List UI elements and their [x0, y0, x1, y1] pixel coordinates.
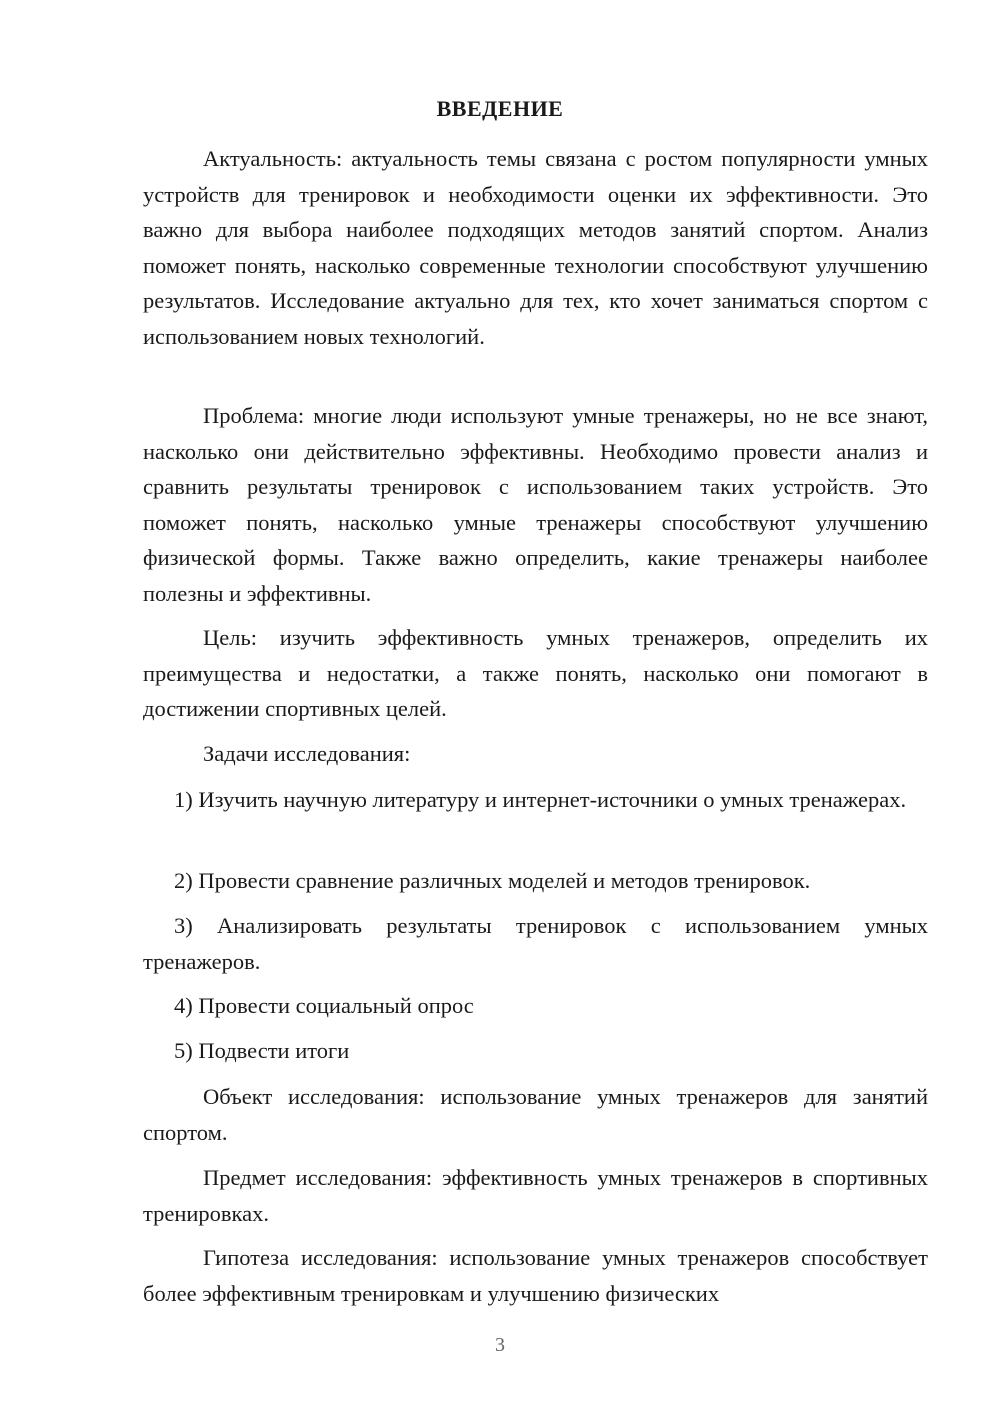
list-item-task-4: 4) Провести социальный опрос [174, 993, 474, 1018]
page-title: ВВЕДЕНИЕ [436, 96, 564, 121]
list-item-task-3: 3) Анализировать результаты тренировок с использованием умных тренажеров. [143, 913, 928, 974]
paragraph-goal: Цель: изучить эффективность умных тренажеров, определить их преимущества и недостатки, а также понять, насколько они помогают в достижении спортивных целей. [143, 625, 928, 721]
list-item-task-1: 1) Изучить научную литературу и интернет-источники о умных тренажерах. [174, 787, 907, 812]
paragraph-relevance: Актуальность: актуальность темы связана с ростом популярности умных устройств для тренировок и необходимости оценки их эффективности. Это важно для выбора наиболее подходящих методов занятий спортом. Анализ поможет понять, насколько современные технологии способствуют улучшению результатов. Исследование актуально для тех, кто хочет заниматься спортом с использованием новых технологий. [143, 146, 928, 349]
paragraph-subject: Предмет исследования: эффективность умных тренажеров в спортивных тренировках. [143, 1165, 928, 1226]
paragraph-object: Объект исследования: использование умных тренажеров для занятий спортом. [143, 1084, 928, 1145]
list-item-task-2: 2) Провести сравнение различных моделей и методов тренировок. [174, 868, 811, 893]
tasks-heading: Задачи исследования: [203, 741, 411, 766]
list-item-task-5: 5) Подвести итоги [174, 1038, 350, 1063]
paragraph-problem: Проблема: многие люди используют умные тренажеры, но не все знают, насколько они действительно эффективны. Необходимо провести анализ и сравнить результаты тренировок с использованием таких устройств. Это поможет понять, насколько умные тренажеры способствуют улучшению физической формы. Также важно определить, какие тренажеры наиболее полезны и эффективны. [143, 403, 928, 606]
paragraph-hypothesis: Гипотеза исследования: использование умных тренажеров способствует более эффективным тренировкам и улучшению физических [143, 1245, 928, 1306]
page-number: 3 [495, 1334, 505, 1356]
